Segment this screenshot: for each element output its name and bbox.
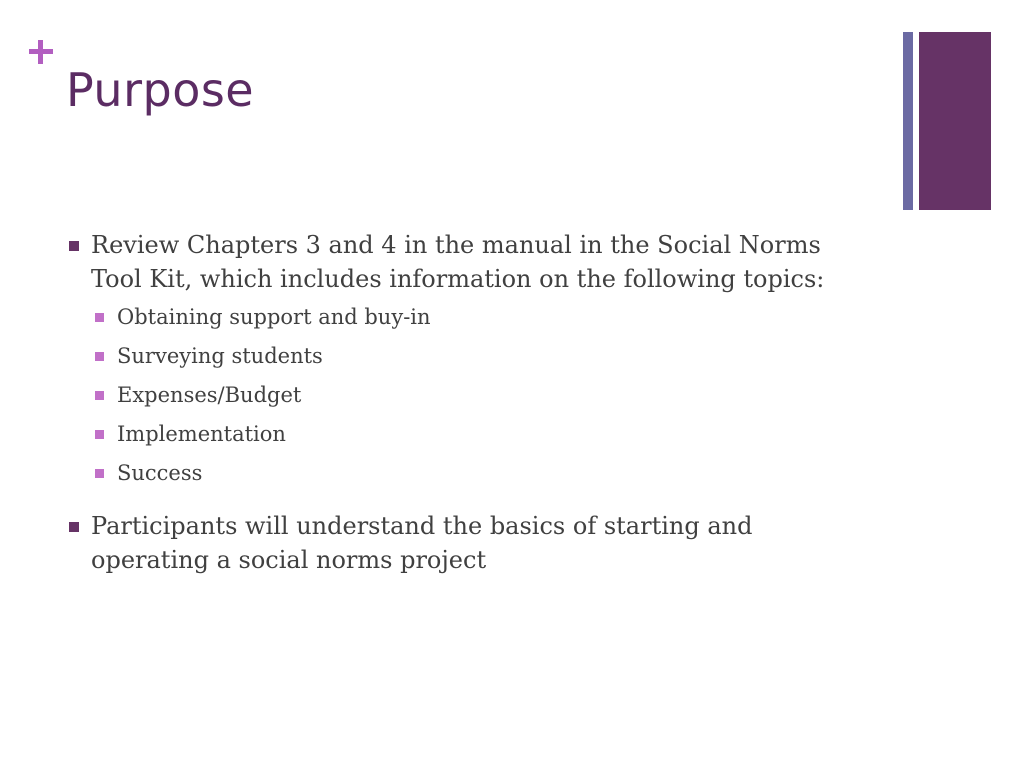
sub-bullet-item (66, 302, 866, 332)
sub-bullet-text: Obtaining support and buy-in (117, 305, 431, 329)
square-bullet-icon (69, 522, 79, 532)
square-bullet-icon (95, 352, 104, 361)
bullet-item (66, 228, 866, 296)
bullet-text: Participants will understand the basics of starting and operating a social norms project (91, 512, 753, 574)
sub-bullet-list (66, 302, 866, 488)
sub-bullet-text: Surveying students (117, 344, 323, 368)
square-bullet-icon (95, 391, 104, 400)
sub-bullet-text: Expenses/Budget (117, 383, 302, 407)
square-bullet-icon (95, 313, 104, 322)
decorative-bar-thin (903, 32, 913, 210)
sub-bullet-item (66, 341, 866, 371)
slide-body (66, 228, 866, 577)
sub-bullet-item (66, 380, 866, 410)
decorative-bar-thick (919, 32, 991, 210)
sub-bullet-item (66, 419, 866, 449)
square-bullet-icon (95, 469, 104, 478)
sub-bullet-text: Implementation (117, 422, 286, 446)
bullet-text: Review Chapters 3 and 4 in the manual in the Social Norms Tool Kit, which includes information on the following topics: (91, 231, 825, 293)
square-bullet-icon (95, 430, 104, 439)
plus-icon (26, 38, 56, 68)
sub-bullet-item (66, 458, 866, 488)
slide-title: Purpose (66, 63, 255, 117)
sub-bullet-text: Success (117, 461, 203, 485)
square-bullet-icon (69, 241, 79, 251)
bullet-item (66, 509, 866, 577)
